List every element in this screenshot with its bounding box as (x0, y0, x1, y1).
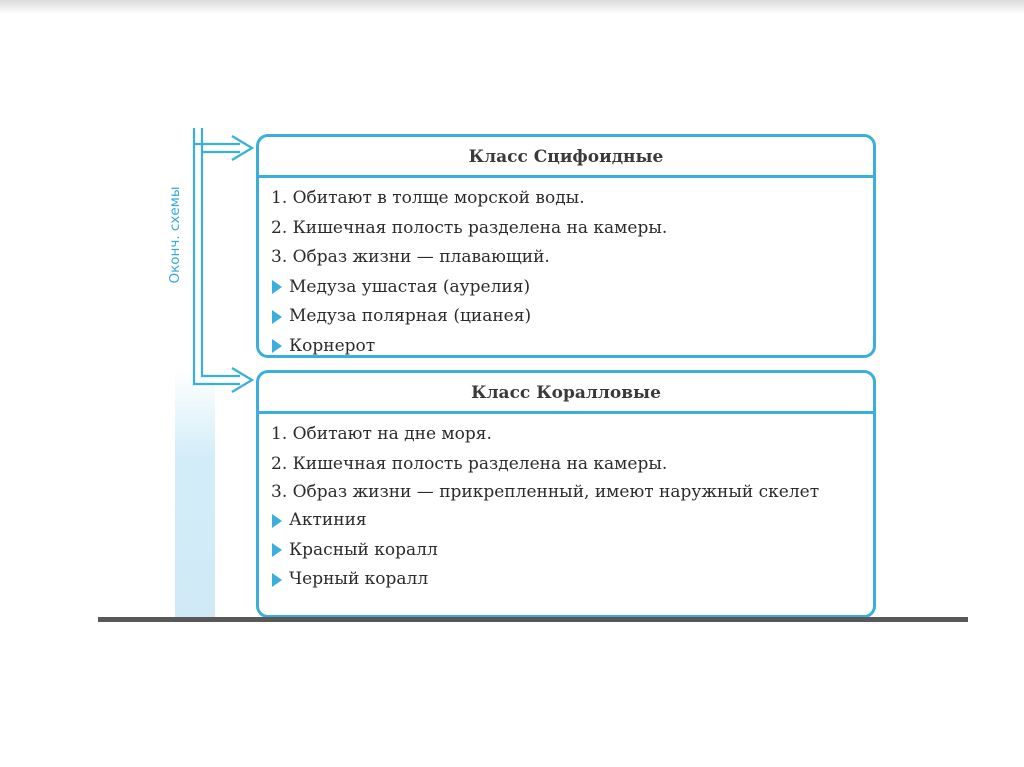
example-label: Корнерот (289, 335, 376, 356)
side-highlight-strip (175, 370, 215, 620)
example-label: Черный коралл (289, 569, 429, 589)
example-label: Медуза полярная (цианея) (289, 306, 532, 326)
triangle-bullet-icon (272, 543, 282, 557)
fact-line: 3. Образ жизни — прикрепленный, имеют наружный скелет (271, 482, 820, 502)
fact-line: 1. Обитают в толще морской воды. (271, 188, 585, 208)
example-label: Актиния (289, 510, 367, 530)
example-item (271, 273, 859, 303)
example-label: Медуза ушастая (аурелия) (289, 276, 531, 297)
fact-line: 3. Образ жизни — плавающий. (271, 247, 550, 267)
card-body (259, 178, 873, 361)
example-item (271, 302, 859, 332)
example-item (271, 332, 859, 362)
fact-line: 2. Кишечная полость разделена на камеры. (271, 453, 668, 474)
example-item (271, 536, 859, 566)
triangle-bullet-icon (272, 339, 282, 353)
arrow-head-bottom (232, 368, 252, 392)
connector-rail-right (202, 128, 240, 376)
example-item (271, 506, 859, 536)
arrow-head-top (232, 136, 252, 160)
side-label: Оконч. схемы (167, 186, 183, 284)
bottom-divider (98, 617, 968, 622)
triangle-bullet-icon (272, 573, 282, 587)
top-shadow-bar (0, 0, 1024, 14)
connector-branch-top (194, 144, 240, 152)
card-body (259, 414, 873, 595)
triangle-bullet-icon (272, 514, 282, 528)
triangle-bullet-icon (272, 280, 282, 294)
fact-line: 2. Кишечная полость разделена на камеры. (271, 217, 668, 238)
example-label: Красный коралл (289, 539, 438, 560)
class-anthozoa-card (256, 370, 876, 618)
connector-rail-left (194, 128, 240, 384)
class-scyphozoa-card (256, 134, 876, 358)
card-title: Класс Коралловые (259, 373, 873, 414)
triangle-bullet-icon (272, 310, 282, 324)
example-item (271, 565, 859, 595)
card-title: Класс Сцифоидные (259, 137, 873, 178)
fact-line: 1. Обитают на дне моря. (271, 424, 492, 444)
